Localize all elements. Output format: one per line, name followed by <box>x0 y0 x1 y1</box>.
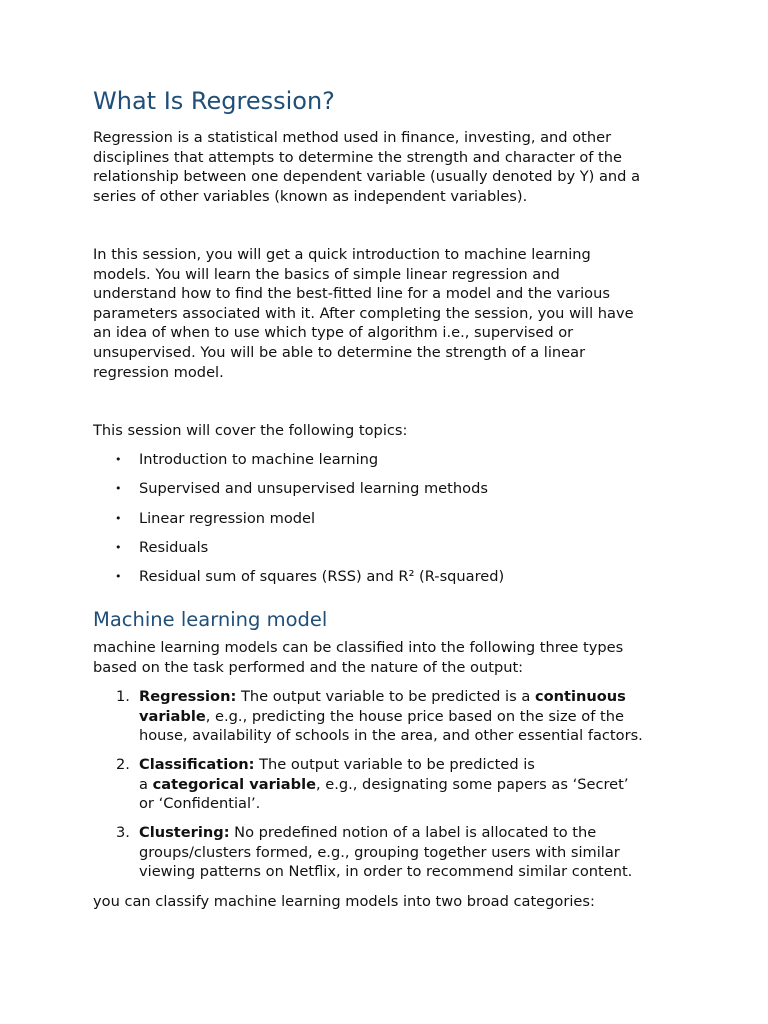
topic-label: Linear regression model <box>139 509 316 527</box>
text-line: series of other variables (known as independent variables). <box>93 187 528 205</box>
topics-intro <box>93 421 683 441</box>
text-line: machine learning models can be classified into the following three types <box>93 639 624 656</box>
item-number: 3. <box>116 824 130 841</box>
term-label: Classification: <box>139 756 255 773</box>
text-line: disciplines that attempts to determine the strength and character of the <box>93 148 623 166</box>
closing-paragraph <box>93 892 683 912</box>
page-title: What Is Regression? <box>93 87 335 115</box>
item-text: No predefined notion of a label is allocated to the <box>229 824 597 841</box>
text-line: unsupervised. You will be able to determine the strength of a linear <box>93 343 586 361</box>
item-number: 1. <box>116 688 130 705</box>
item-text: viewing patterns on Netflix, in order to recommend similar content. <box>139 863 633 881</box>
text-line: understand how to find the best-fitted line for a model and the various <box>93 285 610 303</box>
item-text: groups/clusters formed, e.g., grouping together users with similar <box>139 843 620 861</box>
text-line: parameters associated with it. After completing the session, you will have <box>93 304 634 322</box>
topic-label: Introduction to machine learning <box>139 451 379 468</box>
topic-label: Supervised and unsupervised learning methods <box>139 480 488 498</box>
text-line: Regression is a statistical method used in finance, investing, and other <box>93 129 612 146</box>
bullet-icon: • <box>115 511 122 525</box>
list-item <box>93 567 683 596</box>
topics-list <box>93 450 683 596</box>
item-text: or ‘Confidential’. <box>139 795 261 813</box>
list-item <box>93 538 683 567</box>
emphasis-text: continuous <box>534 688 626 705</box>
item-text: , e.g., designating some papers as ‘Secret’ <box>315 775 629 793</box>
item-text: , e.g., predicting the house price based on the size of the <box>205 707 624 725</box>
list-item <box>93 450 683 479</box>
term-label: Regression: <box>139 688 237 705</box>
text-line: In this session, you will get a quick introduction to machine learning <box>93 246 591 263</box>
item-text: The output variable to be predicted is a <box>236 688 535 705</box>
ml-intro-paragraph <box>93 638 683 677</box>
text-line: This session will cover the following topics: <box>93 422 408 439</box>
item-text: The output variable to be predicted is <box>254 756 535 773</box>
bullet-icon: • <box>115 453 122 466</box>
text-line: models. You will learn the basics of simple linear regression and <box>93 265 560 283</box>
emphasis-text: categorical variable <box>152 775 316 793</box>
list-item <box>93 509 683 538</box>
text-line: an idea of when to use which type of algorithm i.e., supervised or <box>93 324 574 342</box>
topic-label: Residuals <box>139 538 209 556</box>
bullet-icon: • <box>115 482 122 496</box>
topic-label: Residual sum of squares (RSS) and R² (R-squared) <box>139 568 505 586</box>
emphasis-text: variable <box>139 707 206 725</box>
item-number: 2. <box>116 756 130 773</box>
intro-paragraph <box>93 128 683 206</box>
bullet-icon: • <box>115 540 122 554</box>
list-item <box>93 479 683 508</box>
text-line: based on the task performed and the nature of the output: <box>93 658 524 676</box>
bullet-icon: • <box>115 570 122 584</box>
item-text: house, availability of schools in the area, and other essential factors. <box>139 727 643 745</box>
item-text: a <box>139 775 153 793</box>
section-heading: Machine learning model <box>93 608 328 631</box>
text-line: regression model. <box>93 363 224 381</box>
term-label: Clustering: <box>139 824 230 841</box>
text-line: relationship between one dependent variable (usually denoted by Y) and a <box>93 168 641 186</box>
session-paragraph <box>93 245 683 382</box>
text-line: you can classify machine learning models into two broad categories: <box>93 893 595 910</box>
